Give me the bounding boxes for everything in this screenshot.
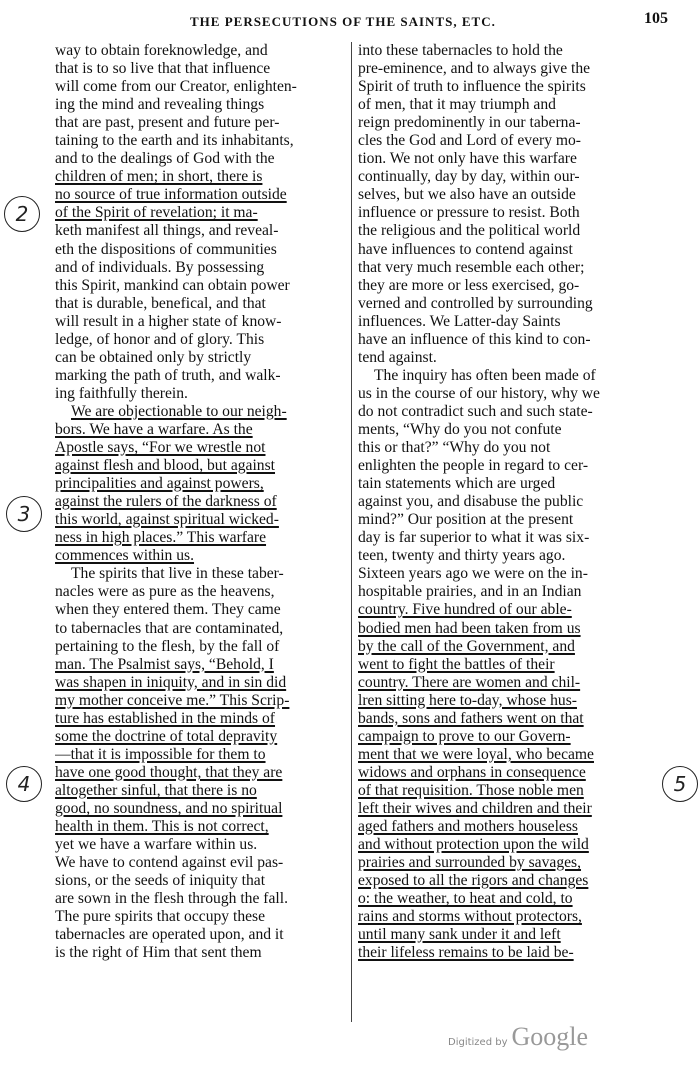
text-line: bors. We have a warfare. As the: [55, 420, 253, 438]
digitized-watermark: [448, 1022, 648, 1052]
text-line: commences within us.: [55, 547, 195, 565]
text-line: this or that?” “Why do you not: [358, 439, 551, 457]
text-line: by the call of the Government, and: [358, 637, 575, 655]
text-line: rains and storms without protectors,: [358, 908, 582, 926]
text-line: can be obtained only by strictly: [55, 348, 252, 366]
text-line: yet we have a warfare within us.: [55, 836, 258, 854]
text-line: pre-eminence, and to always give the: [358, 60, 591, 78]
text-line: man. The Psalmist says, “Behold, I: [55, 655, 274, 673]
text-line: that is to so live that that influence: [55, 60, 271, 78]
text-line: will come from our Creator, enlighten-: [55, 78, 297, 96]
text-line: We have to contend against evil pas-: [55, 854, 284, 872]
text-line: selves, but we also have an outside: [358, 186, 576, 204]
google-wordmark: Google: [511, 1022, 589, 1051]
column-divider: [351, 42, 352, 1022]
text-line: The spirits that live in these taber-: [71, 565, 284, 583]
text-line: are sown in the flesh through the fall.: [55, 890, 288, 908]
text-line: and of individuals. By possessing: [55, 258, 265, 276]
text-line: sions, or the seeds of iniquity that: [55, 872, 266, 890]
text-line: bodied men had been taken from us: [358, 619, 581, 637]
text-line: o: the weather, to heat and cold, to: [358, 890, 573, 908]
text-line: ness in high places.” This warfare: [55, 529, 267, 547]
text-line: this world, against spiritual wicked-: [55, 511, 279, 529]
text-line: We are objectionable to our neigh-: [71, 402, 287, 420]
page-number: 105: [644, 10, 668, 27]
text-line: that are past, present and future per-: [55, 114, 280, 132]
text-line: way to obtain foreknowledge, and: [55, 42, 268, 59]
text-line: eth the dispositions of communities: [55, 240, 277, 258]
text-line: widows and orphans in consequence: [358, 763, 586, 781]
text-line: us in the course of our history, why we: [358, 384, 600, 402]
text-line: mind?” Our position at the present: [358, 511, 574, 529]
text-line: ing faithfully therein.: [55, 384, 188, 402]
text-line: this Spirit, mankind can obtain power: [55, 276, 290, 294]
text-line: of men, that it may triumph and: [358, 96, 556, 114]
text-line: prairies and surrounded by savages,: [358, 854, 582, 872]
text-line: tion. We not only have this warfare: [358, 150, 577, 168]
text-line: reign predominently in our taberna-: [358, 114, 581, 132]
text-line: exposed to all the rigors and changes: [358, 872, 589, 890]
text-line: against flesh and blood, but against: [55, 457, 276, 475]
text-line: continually, day by day, within our-: [358, 168, 580, 186]
text-line: day is far superior to what it was six-: [358, 529, 590, 547]
text-line: principalities and against powers,: [55, 475, 264, 493]
text-line: have one good thought, that they are: [55, 763, 283, 781]
text-line: keth manifest all things, and reveal-: [55, 222, 279, 240]
text-line: to tabernacles that are contaminated,: [55, 619, 284, 637]
text-line: hospitable prairies, and in an Indian: [358, 583, 582, 601]
text-line: of the Spirit of revelation; it ma-: [55, 204, 258, 222]
text-line: bands, sons and fathers went on that: [358, 709, 584, 727]
text-line: their lifeless remains to be laid be-: [358, 944, 574, 962]
text-line: taining to the earth and its inhabitants,: [55, 132, 294, 150]
text-line: good, no soundness, and no spiritual: [55, 799, 283, 817]
text-line: against you, and disabuse the public: [358, 493, 584, 511]
text-line: ments, “Why do you not confute: [358, 420, 562, 438]
text-line: the religious and the political world: [358, 222, 581, 240]
text-line: have influences to contend against: [358, 240, 573, 258]
digitized-by-label: Digitized by: [448, 1037, 508, 1048]
text-line: until many sank under it and left: [358, 926, 561, 944]
text-line: enlighten the people in regard to cer-: [358, 457, 589, 475]
text-line: country. Five hundred of our able-: [358, 601, 572, 619]
text-line: when they entered them. They came: [55, 601, 281, 619]
text-line: health in them. This is not correct,: [55, 818, 269, 836]
text-line: is the right of Him that sent them: [55, 944, 262, 962]
text-line: influences. We Latter-day Saints: [358, 312, 561, 330]
text-line: country. There are women and chil-: [358, 673, 581, 691]
text-line: lren sitting here to-day, whose hus-: [358, 691, 577, 709]
right-column: [358, 42, 648, 962]
text-line: The inquiry has often been made of: [374, 366, 596, 384]
text-line: aged fathers and mothers houseless: [358, 818, 578, 836]
text-line: —that it is impossible for them to: [55, 745, 266, 763]
text-line: pertaining to the flesh, by the fall of: [55, 637, 280, 655]
text-line: left their wives and children and their: [358, 799, 592, 817]
annotation-circle-3: 3: [6, 496, 42, 532]
text-line: against the rulers of the darkness of: [55, 493, 277, 511]
left-column: [55, 42, 345, 962]
text-line: my mother conceive me.” This Scrip-: [55, 691, 290, 709]
text-line: of that requisition. Those noble men: [358, 781, 584, 799]
text-line: Sixteen years ago we were on the in-: [358, 565, 588, 583]
text-line: tain statements which are urged: [358, 475, 556, 493]
text-line: nacles were as pure as the heavens,: [55, 583, 275, 601]
text-line: will result in a higher state of know-: [55, 312, 282, 330]
text-line: campaign to prove to our Govern-: [358, 727, 571, 745]
text-line: teen, twenty and thirty years ago.: [358, 547, 566, 565]
text-line: have an influence of this kind to con-: [358, 330, 591, 348]
text-line: altogether sinful, that there is no: [55, 781, 257, 799]
text-line: Apostle says, “For we wrestle not: [55, 439, 266, 457]
text-line: tend against.: [358, 348, 437, 366]
text-line: ledge, of honor and of glory. This: [55, 330, 265, 348]
text-line: verned and controlled by surrounding: [358, 294, 593, 312]
annotation-circle-4: 4: [6, 766, 42, 802]
text-line: Spirit of truth to influence the spirits: [358, 78, 586, 96]
text-line: that very much resemble each other;: [358, 258, 585, 276]
text-line: and to the dealings of God with the: [55, 150, 275, 168]
text-line: was shapen in iniquity, and in sin did: [55, 673, 287, 691]
text-line: ing the mind and revealing things: [55, 96, 265, 114]
text-line: do not contradict such and such state-: [358, 402, 593, 420]
text-line: children of men; in short, there is: [55, 168, 263, 186]
text-line: some the doctrine of total depravity: [55, 727, 278, 745]
page-header: [140, 10, 680, 34]
text-line: and without protection upon the wild: [358, 836, 589, 854]
text-line: tabernacles are operated upon, and it: [55, 926, 284, 944]
text-line: ture has established in the minds of: [55, 709, 276, 727]
text-line: influence or pressure to resist. Both: [358, 204, 580, 222]
annotation-circle-2: 2: [4, 196, 40, 232]
text-line: no source of true information outside: [55, 186, 287, 204]
text-line: cles the God and Lord of every mo-: [358, 132, 582, 150]
text-line: ment that we were loyal, who became: [358, 745, 594, 763]
text-line: they are more or less exercised, go-: [358, 276, 580, 294]
text-line: went to fight the battles of their: [358, 655, 555, 673]
text-line: that is durable, benefical, and that: [55, 294, 266, 312]
running-head: THE PERSECUTIONS OF THE SAINTS, ETC.: [190, 14, 496, 29]
annotation-circle-5: 5: [662, 766, 698, 802]
text-line: marking the path of truth, and walk-: [55, 366, 281, 384]
text-line: The pure spirits that occupy these: [55, 908, 266, 926]
text-line: into these tabernacles to hold the: [358, 42, 563, 59]
